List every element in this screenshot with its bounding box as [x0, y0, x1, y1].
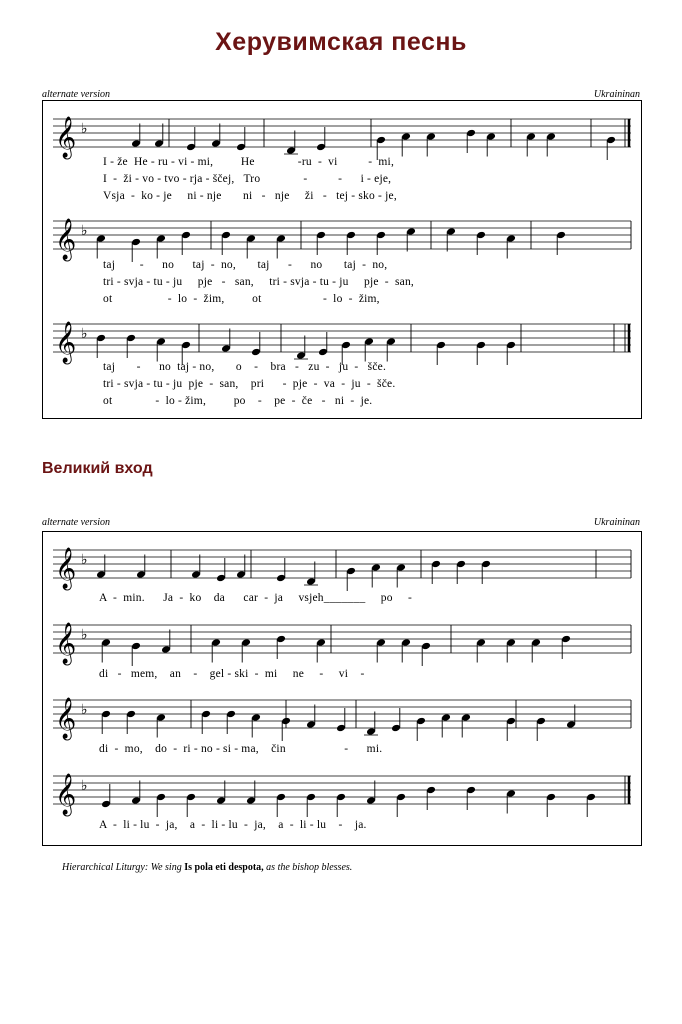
flat-key-signature-icon: ♭: [81, 702, 88, 718]
lyric-line: A - li - lu - ja, a - li - lu - ja, a - li - lu - ja.: [99, 819, 367, 831]
staff-system: [51, 111, 633, 161]
score-box-great-entrance: [42, 531, 642, 846]
page-title: Херувимская песнь: [215, 28, 467, 56]
treble-clef-icon: 𝄞: [55, 117, 77, 158]
staff-system: [51, 692, 633, 742]
lyric-line: taj - no taj - no, taj - no taj - no,: [103, 259, 388, 271]
region-label: Ukraininan: [593, 517, 640, 528]
section-heading: Великий вход: [42, 460, 153, 477]
treble-clef-icon: 𝄞: [55, 219, 77, 260]
footnote: [62, 862, 352, 873]
footnote-text: Hierarchical Liturgy: We sing: [62, 862, 185, 873]
lyric-line: Vsja - ko - je ni - nje ni - nje ži - tej - sko - je,: [103, 190, 397, 202]
lyric-line: A - min. Ja - ko da car - ja vsjeh_______ po -: [99, 592, 413, 604]
staff-system: [51, 617, 633, 667]
treble-clef-icon: 𝄞: [55, 698, 77, 739]
treble-clef-icon: 𝄞: [55, 548, 77, 589]
version-label: alternate version: [42, 89, 111, 100]
lyric-line: di - mo, do - ri - no - si - ma, čin - mi.: [99, 743, 383, 755]
treble-clef-icon: 𝄞: [55, 322, 77, 363]
lyric-line: I - že He - ru - vi - mi, He -ru - vi - mi,: [103, 156, 395, 168]
staff-system: [51, 768, 633, 818]
flat-key-signature-icon: ♭: [81, 326, 88, 342]
region-label: Ukraininan: [593, 89, 640, 100]
lyric-line: tri - svja - tu - ju pje - san, tri - svja - tu - ju pje - san,: [103, 276, 414, 288]
footnote-bold: Is pola eti despota,: [184, 862, 264, 873]
lyric-line: taj - no taj - no, o - bra - zu - ju - šče.: [103, 361, 387, 373]
flat-key-signature-icon: ♭: [81, 223, 88, 239]
lyric-line: tri - svja - tu - ju pje - san, pri - pje - va - ju - šče.: [103, 378, 396, 390]
flat-key-signature-icon: ♭: [81, 778, 88, 794]
flat-key-signature-icon: ♭: [81, 627, 88, 643]
staff-system: [51, 316, 633, 366]
lyric-line: ot - lo - žim, ot - lo - žim,: [103, 293, 380, 305]
lyric-line: ot - lo - žim, po - pe - če - ni - je.: [103, 395, 373, 407]
score-box-cherubic: [42, 100, 642, 419]
staff-system: [51, 213, 633, 263]
lyric-line: di - mem, an - gel - ski - mi ne - vi -: [99, 668, 365, 680]
version-label: alternate version: [42, 517, 111, 528]
footnote-text-end: as the bishop blesses.: [263, 862, 353, 873]
treble-clef-icon: 𝄞: [55, 623, 77, 664]
treble-clef-icon: 𝄞: [55, 774, 77, 815]
lyric-line: I - ži - vo - tvo - rja - ščej, Tro - - i - eje,: [103, 173, 392, 185]
flat-key-signature-icon: ♭: [81, 121, 88, 137]
flat-key-signature-icon: ♭: [81, 552, 88, 568]
staff-system: [51, 542, 633, 592]
